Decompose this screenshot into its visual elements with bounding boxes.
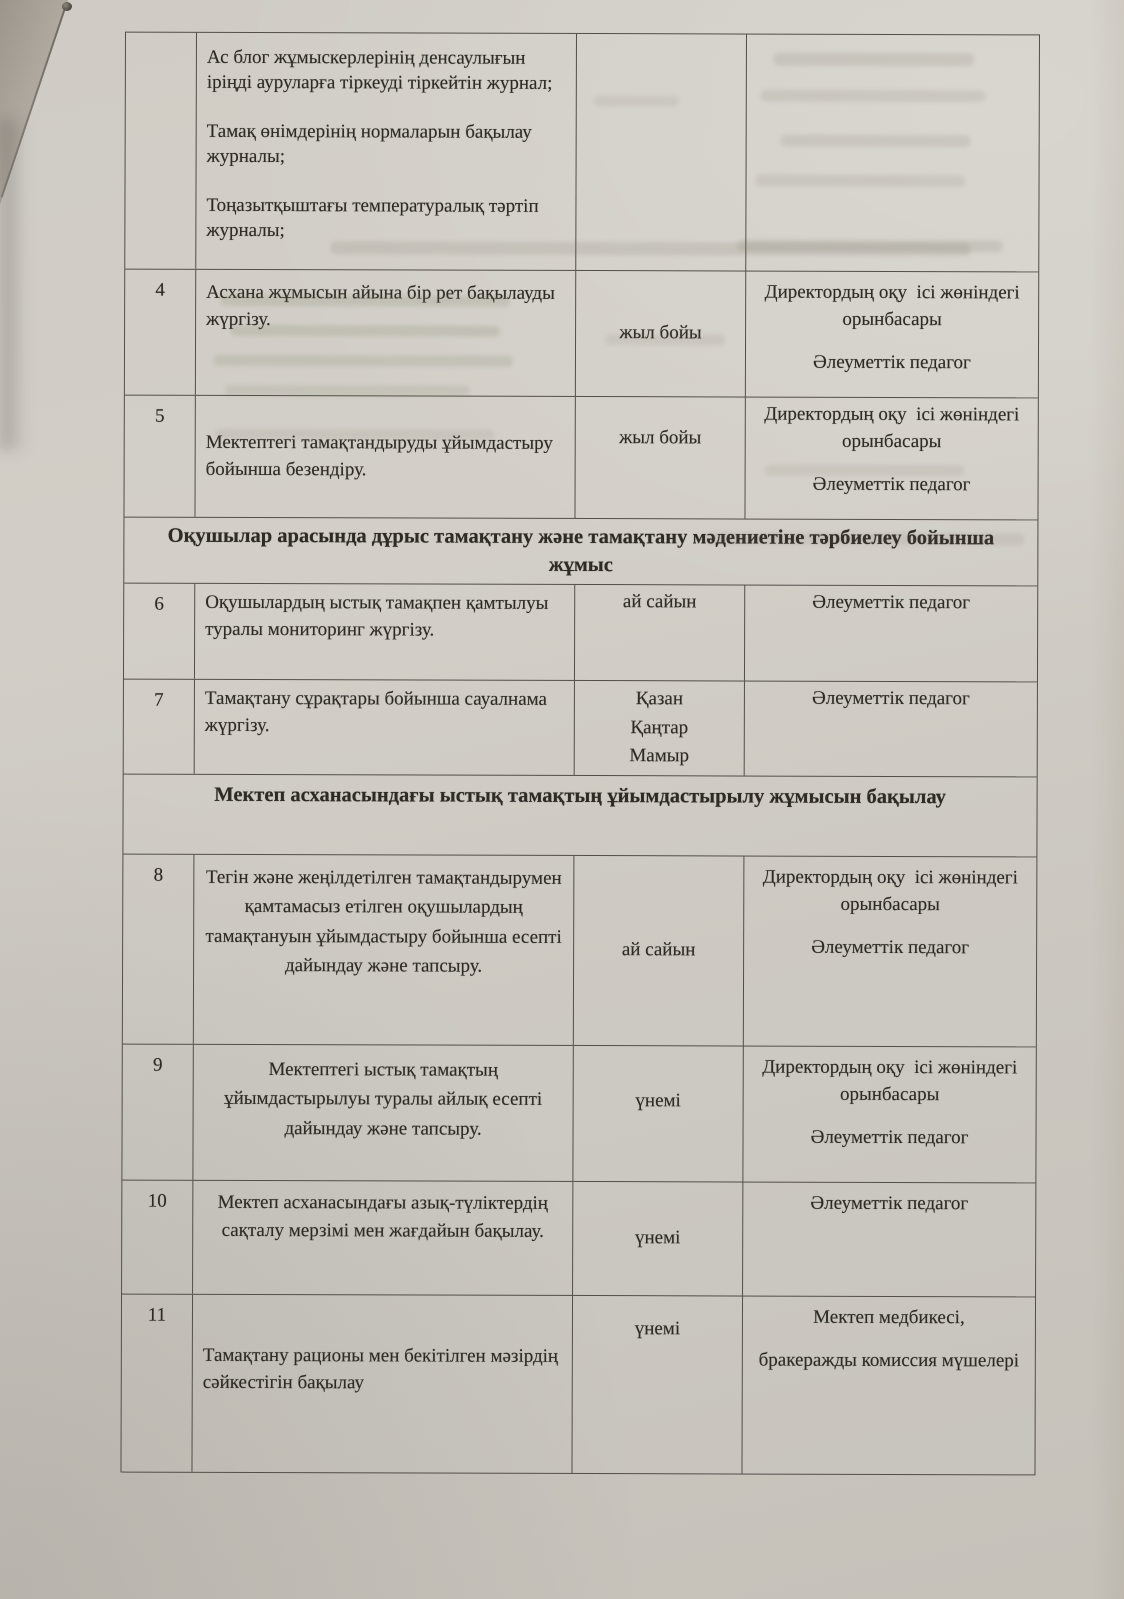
row-9-task: Мектептегі ыстық тамақтың ұйымдастырылуы туралы айлық есепті дайындау және тапсыру. [192, 1045, 572, 1181]
responsible-entry: Әлеуметтік педагог [811, 936, 970, 959]
row-6-task: Оқушылардың ыстық тамақпен қамтылуы туралы мониторинг жүргізу. [194, 584, 574, 680]
journal-entry: Тоңазытқыштағы температуралық тәртіп журналы; [206, 195, 539, 242]
row-11-task: Тамақтану рационы мен бекітілген мәзірдің сәйкестігін бақылау [191, 1295, 572, 1473]
table-row-8 [123, 853, 1037, 1046]
row-11-timing: үнемі [571, 1296, 742, 1474]
responsible-entry: Әлеуметтік педагог [813, 351, 971, 374]
responsible-entry: Директордың оқу ісі жөніндегі орынбасары [762, 1056, 1023, 1105]
table-row-9 [122, 1043, 1035, 1182]
responsible-entry: Директордың оқу ісі жөніндегі орынбасары [762, 866, 1023, 915]
row-7-number: 7 [154, 690, 164, 712]
row-9-timing: үнемі [572, 1046, 742, 1182]
row-5-number: 5 [155, 405, 165, 427]
responsible-entry: бракеражды комиссия мүшелері [758, 1349, 1020, 1372]
row-10-responsible [742, 1182, 1035, 1296]
row-11-responsible [741, 1296, 1035, 1474]
row-journals-timing-cell [575, 34, 746, 271]
row-9-responsible [742, 1046, 1035, 1182]
row-7-responsible [744, 682, 1037, 776]
row-5-responsible [744, 398, 1037, 520]
responsible-entry: Директордың оқу ісі жөніндегі орынбасары [764, 403, 1025, 453]
row-8-number: 8 [153, 864, 164, 886]
table-row-6 [124, 583, 1037, 682]
row-8-task: Тегін және жеңілдетілген тамақтандырумен қамтамасыз етілген оқушылардың тамақтануын ұйымдастыру бойынша есепті дайындау және тапсыру. [193, 855, 574, 1045]
timing-month: Мамыр [629, 745, 690, 767]
row-journals-task-cell [195, 33, 576, 270]
table-row-10 [122, 1179, 1035, 1296]
row-4-task: Асхана жұмысын айына бір рет бақылауды жүргізу. [195, 270, 575, 396]
row-11-number: 11 [147, 1304, 167, 1326]
row-8-responsible [743, 856, 1037, 1046]
row-4-responsible [745, 272, 1038, 398]
section-header-1: Оқушылар арасында дұрыс тамақтану және тамақтану мәдениетіне тәрбиелеу бойынша жұмыс [167, 524, 995, 576]
responsible-entry: Әлеуметтік педагог [812, 592, 971, 614]
responsible-entry: Әлеуметтік педагог [812, 473, 971, 496]
work-plan-table [120, 32, 1040, 1476]
table-row-11 [121, 1293, 1035, 1474]
row-10-number: 10 [147, 1190, 167, 1212]
table-row-journals [125, 33, 1039, 272]
row-6-responsible [744, 586, 1037, 682]
responsible-entry: Әлеуметтік педагог [810, 1126, 969, 1148]
responsible-entry: Әлеуметтік педагог [811, 688, 970, 710]
row-5-timing: жыл бойы [574, 397, 744, 519]
timing-month: Қазан [635, 688, 684, 710]
table-row-7 [124, 679, 1037, 776]
row-journals-responsible-cell [745, 35, 1039, 272]
timing-month: Қаңтар [630, 716, 689, 739]
row-9-number: 9 [152, 1054, 163, 1076]
row-6-timing: ай сайын [574, 585, 744, 681]
row-4-number: 4 [155, 279, 165, 301]
row-4-timing: жыл бойы [575, 271, 745, 397]
corner-pin [62, 2, 72, 11]
row-journals-number-cell [125, 33, 196, 269]
journal-entry: Тамақ өнімдерінің нормаларын бақылау журналы; [206, 120, 532, 168]
section-header-2: Мектеп асханасындағы ыстық тамақтың ұйымдастырылу жұмысын бақылау [214, 783, 946, 808]
section-header-row [124, 517, 1037, 586]
section-header-row [123, 773, 1036, 856]
responsible-entry: Мектеп медбикесі, [813, 1306, 965, 1329]
table-row-5 [124, 395, 1037, 520]
table-row-4 [125, 269, 1038, 398]
page-edge-shadow [0, 120, 26, 450]
responsible-entry: Әлеуметтік педагог [810, 1192, 969, 1215]
responsible-entry: Директордың оқу ісі жөніндегі орынбасары [764, 281, 1025, 331]
row-7-task: Тамақтану сұрақтары бойынша сауалнама жүргізу. [194, 680, 574, 775]
row-10-task: Мектеп асханасындағы азық-түліктердің сақталу мерзімі мен жағдайын бақылау. [192, 1181, 572, 1295]
row-8-timing: ай сайын [573, 856, 744, 1046]
row-7-timing [574, 681, 744, 775]
row-5-task: Мектептегі тамақтандыруды ұйымдастыру бойынша безендіру. [194, 396, 574, 518]
journal-entry: Ас блог жұмыскерлерінің денсаулығын іріңді ауруларға тіркеуді тіркейтін журнал; [206, 46, 553, 94]
row-6-number: 6 [154, 594, 164, 616]
row-10-timing: үнемі [572, 1182, 742, 1296]
